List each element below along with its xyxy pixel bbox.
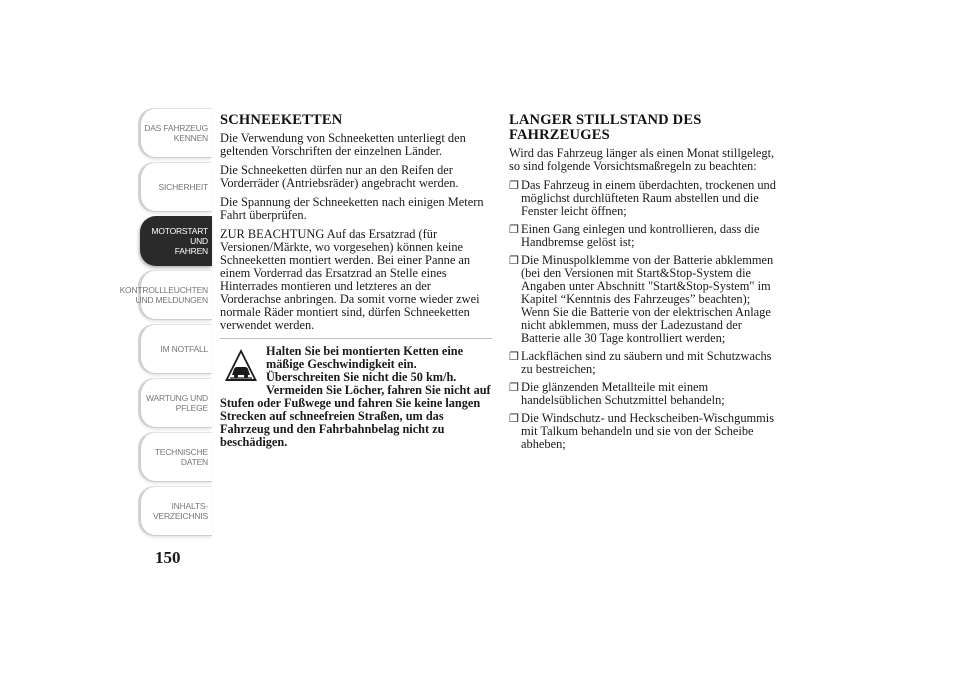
car-warning-icon [224,347,258,383]
section-schneeketten [220,113,492,449]
list-item-text: Die glänzenden Metallteile mit einem handelsüblichen Schutzmittel behandeln; [521,380,725,407]
list-item-text: Einen Gang einlegen und kontrollieren, dass die Handbremse gelöst ist; [521,222,760,249]
tab-technische-daten[interactable] [140,432,212,482]
page-number: 150 [155,548,181,567]
list-item [509,350,781,376]
paragraph: Die Verwendung von Schneeketten unterliegt den geltenden Vorschriften der einzelnen Länder. [220,131,466,158]
tab-sicherheit[interactable] [140,162,212,212]
tab-label-line1: DAS FAHRZEUG [144,123,208,133]
checkbox-bullet-icon: ❐ [509,351,519,363]
tab-label-line1: IM NOTFALL [160,344,208,354]
tab-label-line2: UND MELDUNGEN [135,295,208,305]
tab-label-line1: KONTROLLLEUCHTEN [119,285,208,295]
paragraph: Die Spannung der Schneeketten nach einigen Metern Fahrt überprüfen. [220,195,484,222]
checkbox-bullet-icon: ❐ [509,224,519,236]
section-langer-stillstand [509,113,781,456]
tab-label-line1: SICHERHEIT [158,182,208,192]
tab-kontrollleuchten[interactable] [119,270,212,320]
section-title: LANGER STILLSTAND DES FAHRZEUGES [509,112,702,143]
chapter-sidebar [119,108,212,540]
tab-label-line1: WARTUNG UND [145,393,208,403]
section-title: SCHNEEKETTEN [220,112,343,128]
tab-label-line2: PFLEGE [175,403,208,413]
tab-label-line2: VERZEICHNIS [153,511,208,521]
tab-motorstart-und-fahren[interactable] [140,216,212,266]
warning-box [220,338,492,449]
list-item-text: Die Minuspolklemme von der Batterie abklemmen (bei den Versionen mit Start&Stop-System die Angaben unter Abschnitt "Start&Stop-System" im Kapitel “Kenntnis des Fahrzeuges” beachten); Wenn Sie die Batterie von der elektrischen Anlage nicht abklemmen, muss der Ladezustand der Batterie alle 30 Tage kontrolliert werden; [521,253,774,345]
tab-label-line2: FAHREN [174,246,208,256]
tab-label-line1: INHALTS- [171,501,208,511]
tab-im-notfall[interactable] [140,324,212,374]
list-item-text: Die Windschutz- und Heckscheiben-Wischgummis mit Talkum behandeln und sie von der Scheibe abheben; [521,411,775,451]
list-item-text: Lackflächen sind zu säubern und mit Schutzwachs zu bestreichen; [521,349,772,376]
tab-label-line1: MOTORSTART UND [151,226,208,246]
checklist [509,179,781,451]
checkbox-bullet-icon: ❐ [509,180,519,192]
list-item [509,412,781,451]
list-item [509,254,781,345]
list-item [509,179,781,218]
list-item [509,223,781,249]
checkbox-bullet-icon: ❐ [509,255,519,267]
tab-wartung-und-pflege[interactable] [140,378,212,428]
paragraph: Die Schneeketten dürfen nur an den Reifen der Vorderräder (Antriebsräder) angebracht werden. [220,163,459,190]
tab-das-fahrzeug-kennen[interactable] [140,108,212,158]
checkbox-bullet-icon: ❐ [509,413,519,425]
tab-label-line1: TECHNISCHE [154,447,208,457]
tab-label-line2: KENNEN [173,133,208,143]
checkbox-bullet-icon: ❐ [509,382,519,394]
warning-text: Halten Sie bei montierten Ketten eine mäßige Geschwindigkeit ein. Überschreiten Sie nicht die 50 km/h. Vermeiden Sie Löcher, fahren Sie nicht auf Stufen oder Fußwege und fahren Sie keine langen Strecken auf schneefreien Straßen, um das Fahrzeug und den Fahrbahnbelag nicht zu beschädigen. [220,344,491,449]
intro-paragraph: Wird das Fahrzeug länger als einen Monat stillgelegt, so sind folgende Vorsichtsmaßregeln zu beachten: [509,146,775,173]
paragraph: ZUR BEACHTUNG Auf das Ersatzrad (für Versionen/Märkte, wo vorgesehen) können keine Schneeketten montiert werden. Bei einer Panne an einem Vorderrad das Ersatzrad an Stelle eines Hinterrades montieren und letzteres an der Vorderachse anbringen. Da somit vorne wieder zwei normale Räder montiert sind, dürfen Schneeketten verwendet werden. [220,227,480,332]
tab-label-line2: DATEN [180,457,208,467]
list-item [509,381,781,407]
list-item-text: Das Fahrzeug in einem überdachten, trockenen und möglichst durchlüfteten Raum abstellen und die Fenster leicht öffnen; [521,178,776,218]
tab-inhaltsverzeichnis[interactable] [140,486,212,536]
